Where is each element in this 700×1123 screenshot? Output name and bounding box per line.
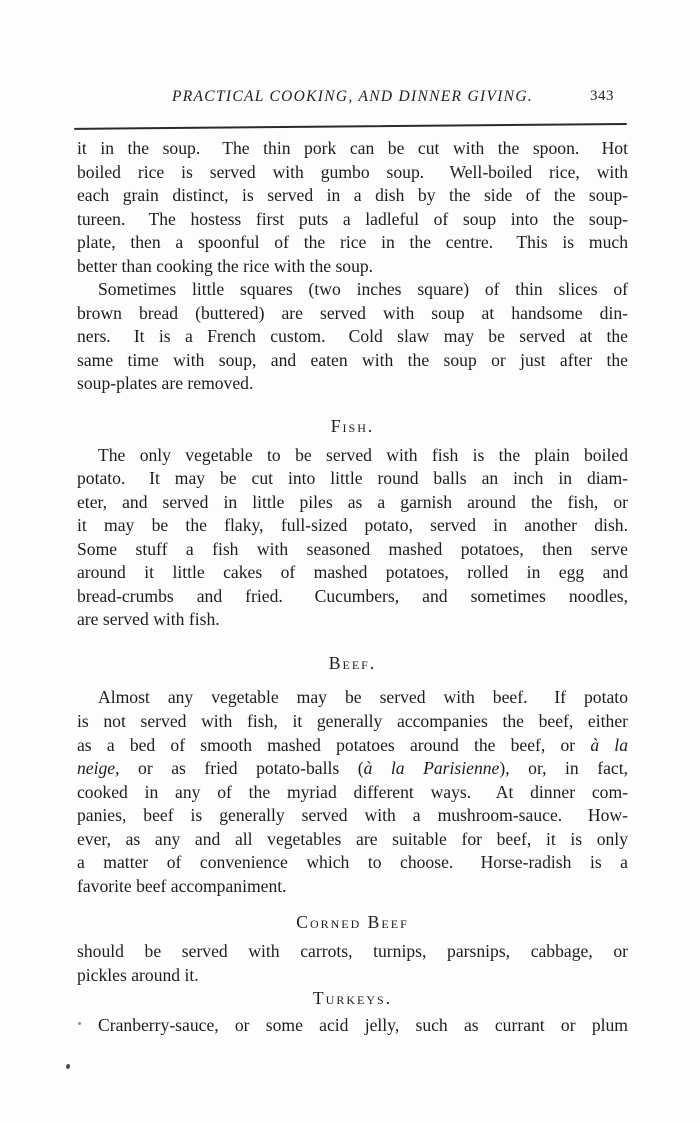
paragraph xyxy=(77,444,628,632)
text-line: panies, beef is generally served with a mushroom-sauce. How- xyxy=(77,805,628,826)
text-line: boiled rice is served with gumbo soup. Well-boiled rice, with xyxy=(77,161,628,182)
ink-speck xyxy=(65,1063,70,1069)
text-line: plate, then a spoonful of the rice in the centre. This is much xyxy=(77,232,628,253)
text-line: Cranberry-sauce, or some acid jelly, such as currant or plum xyxy=(98,1014,628,1035)
paragraph xyxy=(77,686,628,898)
text-line: soup-plates are removed. xyxy=(77,373,254,394)
text-line: around it little cakes of mashed potatoes, rolled in egg and xyxy=(77,562,628,583)
text-line: it may be the flaky, full-sized potato, served in another dish. xyxy=(77,515,628,536)
text-line: bread-crumbs and fried. Cucumbers, and sometimes noodles, xyxy=(77,585,628,606)
section-heading: Beef. xyxy=(328,652,377,673)
text-line: brown bread (buttered) are served with soup at handsome din- xyxy=(77,302,628,323)
text-line: pickles around it. xyxy=(77,964,199,985)
text-line: is not served with fish, it generally accompanies the beef, either xyxy=(77,711,628,732)
paragraph xyxy=(77,137,628,278)
text-line: a matter of convenience which to choose. Horse-radish is a xyxy=(77,852,628,873)
text-line: it in the soup. The thin pork can be cut with the spoon. Hot xyxy=(77,138,628,158)
text-line: favorite beef accompaniment. xyxy=(77,875,287,896)
header-rule xyxy=(74,123,627,130)
text-line: neige, or as fried potato-balls (à la Parisienne), or, in fact, xyxy=(77,758,628,779)
ink-speck xyxy=(78,1022,81,1025)
text-line: ners. It is a French custom. Cold slaw may be served at the xyxy=(77,326,628,347)
text-line: Sometimes little squares (two inches square) of thin slices of xyxy=(98,279,628,300)
section-heading: Corned Beef xyxy=(296,912,409,933)
running-title: PRACTICAL COOKING, AND DINNER GIVING. xyxy=(172,88,533,105)
page-header xyxy=(77,88,628,110)
section-heading: Turkeys. xyxy=(312,988,393,1009)
text-line: tureen. The hostess first puts a ladleful of soup into the soup- xyxy=(77,208,628,229)
text-body xyxy=(77,137,628,1037)
text-line: Almost any vegetable may be served with beef. If potato xyxy=(98,687,628,708)
text-line: potato. It may be cut into little round balls an inch in diam- xyxy=(77,468,628,489)
text-line: are served with fish. xyxy=(77,609,220,630)
text-line: better than cooking the rice with the soup. xyxy=(77,255,374,276)
paragraph xyxy=(77,278,628,396)
text-line: The only vegetable to be served with fish is the plain boiled xyxy=(98,444,628,465)
text-line: should be served with carrots, turnips, parsnips, cabbage, or xyxy=(77,940,628,961)
text-line: Some stuff a fish with seasoned mashed potatoes, then serve xyxy=(77,538,628,559)
text-line: ever, as any and all vegetables are suitable for beef, it is only xyxy=(77,828,628,849)
text-line: cooked in any of the myriad different ways. At dinner com- xyxy=(77,781,628,802)
section-heading: Fish. xyxy=(330,416,375,437)
text-line: same time with soup, and eaten with the soup or just after the xyxy=(77,349,628,370)
text-line: as a bed of smooth mashed potatoes around the beef, or à la xyxy=(77,734,628,755)
paragraph xyxy=(77,1014,628,1038)
text-line: each grain distinct, is served in a dish by the side of the soup- xyxy=(77,185,628,206)
text-line: eter, and served in little piles as a garnish around the fish, or xyxy=(77,491,628,512)
paragraph xyxy=(77,940,628,987)
page-number: 343 xyxy=(590,88,614,104)
